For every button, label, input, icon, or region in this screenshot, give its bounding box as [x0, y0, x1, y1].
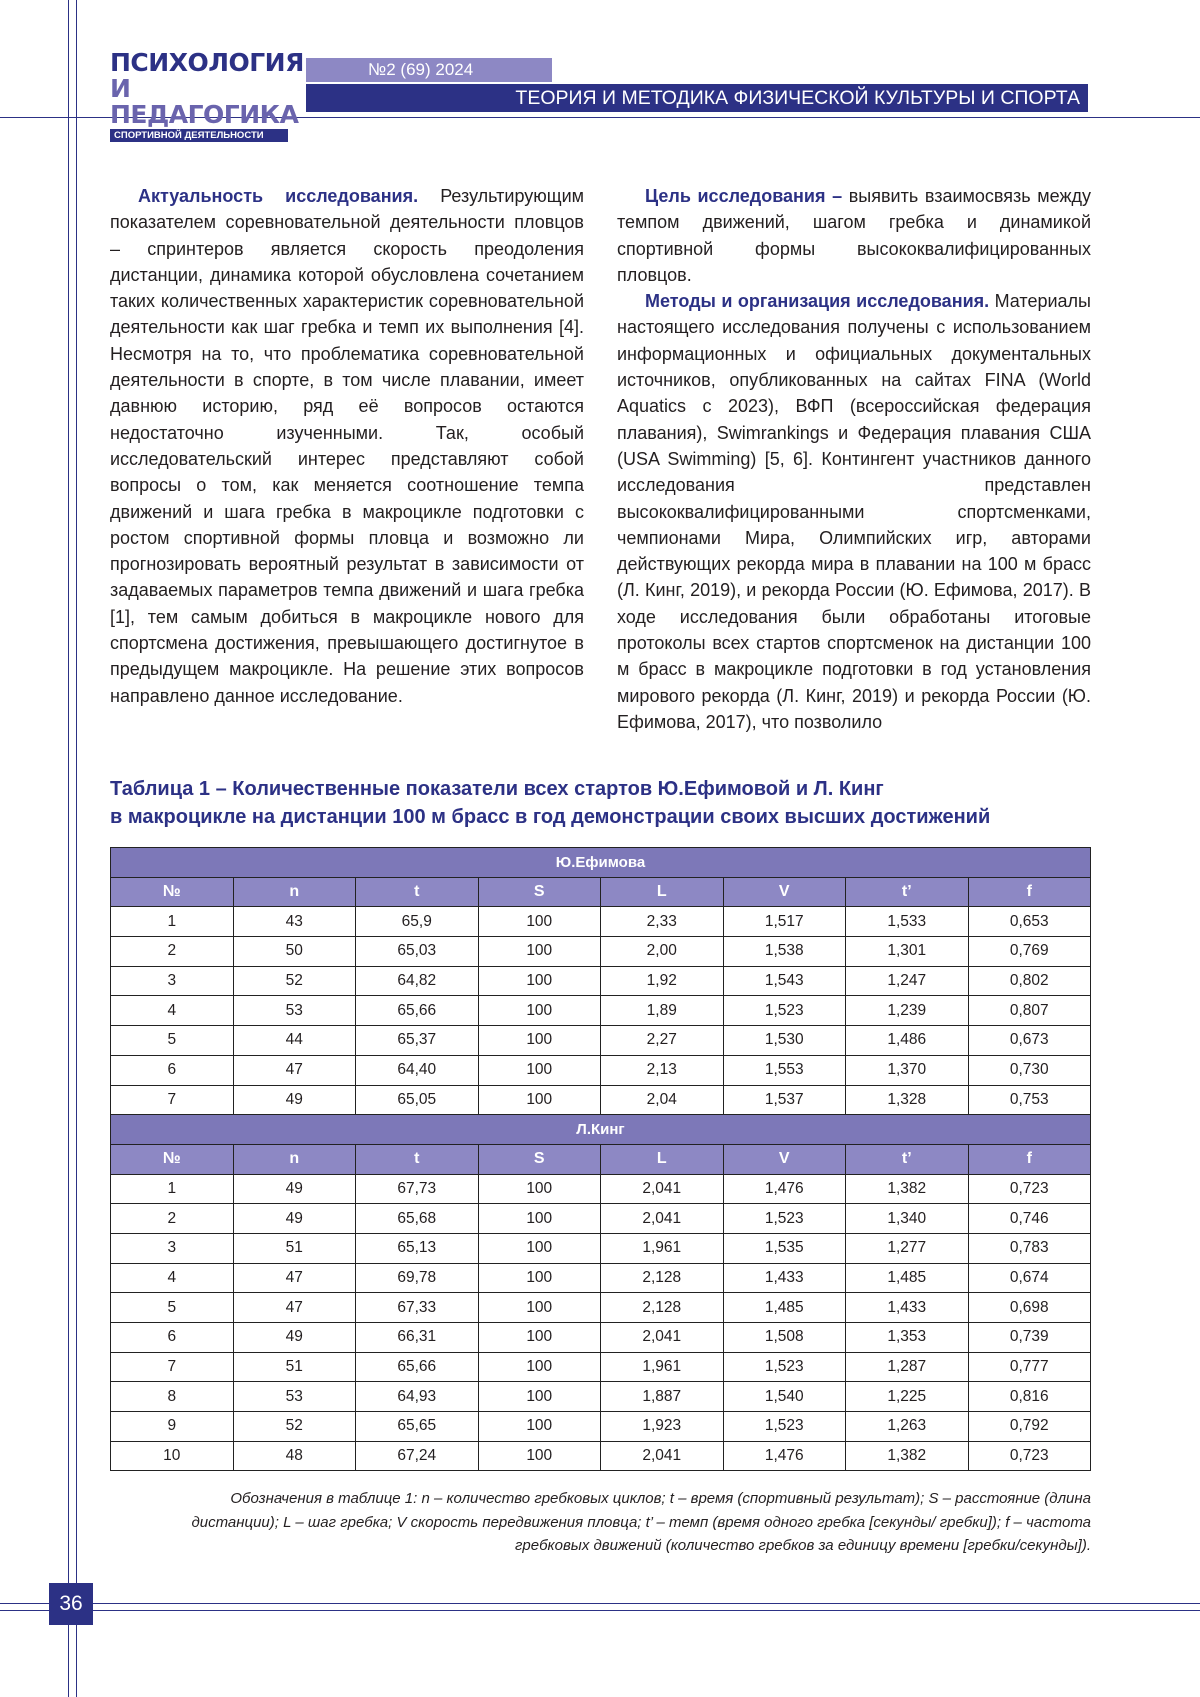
table-row: [111, 907, 1091, 937]
left-column: [110, 183, 584, 709]
table-cell: 53: [233, 1382, 356, 1412]
table-cell: 44: [233, 1026, 356, 1056]
table-cell: 0,807: [968, 996, 1091, 1026]
logo-line-1: ПСИХОЛОГИЯ: [110, 48, 304, 77]
table-cell: 100: [478, 1352, 601, 1382]
table-cell: 0,673: [968, 1026, 1091, 1056]
table-cell: 1,538: [723, 937, 846, 967]
table-cell: 100: [478, 966, 601, 996]
table-cell: 0,783: [968, 1233, 1091, 1263]
table-cell: 100: [478, 1263, 601, 1293]
table-cell: 1,486: [846, 1026, 969, 1056]
frame-vertical-line-outer: [68, 0, 69, 1697]
table-cell: 7: [111, 1085, 234, 1115]
table-cell: 1,247: [846, 966, 969, 996]
table-cell: 67,33: [356, 1293, 479, 1323]
table-notes: [110, 1487, 1091, 1558]
table-cell: 100: [478, 937, 601, 967]
table-cell: 66,31: [356, 1323, 479, 1353]
table-cell: 49: [233, 1323, 356, 1353]
table-cell: 1,485: [723, 1293, 846, 1323]
table-cell: 9: [111, 1412, 234, 1442]
table-cell: 1,553: [723, 1055, 846, 1085]
table-cell: 1,537: [723, 1085, 846, 1115]
methods-heading: Методы и организация исследования.: [645, 291, 990, 312]
table-cell: 100: [478, 1055, 601, 1085]
table-cell: 1,540: [723, 1382, 846, 1412]
table-cell: 1,476: [723, 1174, 846, 1204]
table-header-row: [111, 877, 1091, 907]
table-cell: 1,340: [846, 1204, 969, 1234]
table-cell: 0,816: [968, 1382, 1091, 1412]
table-cell: 1,328: [846, 1085, 969, 1115]
table-cell: 10: [111, 1441, 234, 1471]
table-cell: 47: [233, 1055, 356, 1085]
table-cell: 1: [111, 1174, 234, 1204]
table-cell: 100: [478, 1441, 601, 1471]
table-cell: 8: [111, 1382, 234, 1412]
table-cell: 3: [111, 966, 234, 996]
table-cell: 2,00: [601, 937, 724, 967]
table-cell: 0,730: [968, 1055, 1091, 1085]
table-cell: 65,66: [356, 1352, 479, 1382]
table-cell: 65,03: [356, 937, 479, 967]
table-cell: 1,523: [723, 1352, 846, 1382]
relevance-paragraph: [110, 183, 584, 709]
table-cell: 100: [478, 1085, 601, 1115]
table-cell: 0,653: [968, 907, 1091, 937]
table-cell: 1,301: [846, 937, 969, 967]
table-cell: 1,543: [723, 966, 846, 996]
column-header: n: [233, 1144, 356, 1174]
methods-paragraph: [617, 288, 1091, 735]
table-cell: 2,27: [601, 1026, 724, 1056]
table-cell: 65,68: [356, 1204, 479, 1234]
table-cell: 2,041: [601, 1323, 724, 1353]
table-cell: 1,370: [846, 1055, 969, 1085]
table-cell: 52: [233, 1412, 356, 1442]
results-table: [110, 847, 1091, 1471]
column-header: №: [111, 877, 234, 907]
table-row: [111, 1174, 1091, 1204]
table-cell: 64,40: [356, 1055, 479, 1085]
table-cell: 49: [233, 1174, 356, 1204]
table-caption-line-2: в макроцикле на дистанции 100 м брасс в год демонстрации своих высших достижений: [110, 806, 991, 828]
table-cell: 6: [111, 1055, 234, 1085]
goal-paragraph: [617, 183, 1091, 288]
table-cell: 43: [233, 907, 356, 937]
table-cell: 1,523: [723, 996, 846, 1026]
table-cell: 0,723: [968, 1441, 1091, 1471]
table-row: [111, 937, 1091, 967]
table-cell: 1,535: [723, 1233, 846, 1263]
table-cell: 53: [233, 996, 356, 1026]
column-header: L: [601, 877, 724, 907]
table-cell: 0,746: [968, 1204, 1091, 1234]
relevance-heading: Актуальность исследования.: [138, 186, 419, 206]
goal-text: выявить взаимосвязь между темпом движений, шагом гребка и динамикой спортивной формы высококвалифицированных пловцов.: [617, 186, 1091, 285]
table-cell: 2,128: [601, 1293, 724, 1323]
table-cell: 4: [111, 1263, 234, 1293]
column-header: t’: [846, 1144, 969, 1174]
table-cell: 65,66: [356, 996, 479, 1026]
footer-rule-top: [0, 1603, 1200, 1604]
table-cell: 2,04: [601, 1085, 724, 1115]
table-cell: 64,82: [356, 966, 479, 996]
column-header: S: [478, 1144, 601, 1174]
table-cell: 1,961: [601, 1233, 724, 1263]
journal-logo: [110, 48, 304, 142]
relevance-text: Результирующим показателем соревновательной деятельности пловцов – спринтеров является скорость преодоления дистанции, динамика которой обусловлена сочетанием таких количественных характеристик соревновательной деятельности как шаг гребка и темп их выполнения [4]. Несмотря на то, что проблематика соревновательной деятельности в спорте, в том числе плавании, имеет давнюю историю, ряд её вопросов остаются недостаточно изученными. Так, особый исследовательский интерес представляют собой вопросы о том, как меняется соотношение темпа движений и шага гребка в макроцикле подготовки с ростом спортивной формы пловца и возможно ли прогнозировать вероятный результат в зависимости от задаваемых параметров темпа движений и шага гребка [1], тем самым добиться в макроцикле нового для спортсмена достижения, превышающего достигнутое в предыдущем макроцикле. На решение этих вопросов направлено данное исследование.: [110, 186, 585, 706]
column-header: V: [723, 877, 846, 907]
table-cell: 100: [478, 1233, 601, 1263]
table-cell: 1,382: [846, 1441, 969, 1471]
notes-line-3: гребковых движений (количество гребков за единицу времени [гребки/секунды]).: [515, 1537, 1091, 1554]
column-header: t: [356, 1144, 479, 1174]
table-cell: 1,517: [723, 907, 846, 937]
column-header: f: [968, 877, 1091, 907]
table-cell: 50: [233, 937, 356, 967]
table-cell: 49: [233, 1085, 356, 1115]
table-cell: 100: [478, 1412, 601, 1442]
table-row: [111, 1323, 1091, 1353]
table-cell: 1,433: [723, 1263, 846, 1293]
table-cell: 7: [111, 1352, 234, 1382]
table-cell: 100: [478, 1204, 601, 1234]
table-cell: 65,13: [356, 1233, 479, 1263]
logo-line-3: СПОРТИВНОЙ ДЕЯТЕЛЬНОСТИ: [110, 129, 288, 142]
table-cell: 49: [233, 1204, 356, 1234]
table-cell: 1,923: [601, 1412, 724, 1442]
table-cell: 1,89: [601, 996, 724, 1026]
table-cell: 3: [111, 1233, 234, 1263]
table-cell: 2,33: [601, 907, 724, 937]
table-cell: 0,769: [968, 937, 1091, 967]
table-cell: 47: [233, 1293, 356, 1323]
frame-vertical-line-inner: [76, 0, 77, 1697]
table-cell: 1,225: [846, 1382, 969, 1412]
table-cell: 100: [478, 996, 601, 1026]
table-cell: 2,13: [601, 1055, 724, 1085]
issue-number: №2 (69) 2024: [306, 58, 552, 82]
table-cell: 65,9: [356, 907, 479, 937]
table-cell: 0,753: [968, 1085, 1091, 1115]
column-header: V: [723, 1144, 846, 1174]
table-cell: 1,961: [601, 1352, 724, 1382]
table-cell: 100: [478, 907, 601, 937]
table-cell: 64,93: [356, 1382, 479, 1412]
section-title: ТЕОРИЯ И МЕТОДИКА ФИЗИЧЕСКОЙ КУЛЬТУРЫ И СПОРТА: [306, 84, 1088, 112]
table-cell: 1,277: [846, 1233, 969, 1263]
table-cell: 67,73: [356, 1174, 479, 1204]
table-cell: 0,674: [968, 1263, 1091, 1293]
column-header: f: [968, 1144, 1091, 1174]
column-header: n: [233, 877, 356, 907]
table-group-row: [111, 848, 1091, 878]
table-caption: [110, 775, 1100, 831]
table-cell: 0,723: [968, 1174, 1091, 1204]
column-header: t’: [846, 877, 969, 907]
table-header-row: [111, 1144, 1091, 1174]
table-cell: 1,485: [846, 1263, 969, 1293]
logo-line-2: И ПЕДАГОГИКА: [110, 74, 299, 129]
table-cell: 5: [111, 1026, 234, 1056]
table-cell: 1,508: [723, 1323, 846, 1353]
table-cell: 2,041: [601, 1174, 724, 1204]
table-cell: 48: [233, 1441, 356, 1471]
table-row: [111, 1233, 1091, 1263]
table-cell: 100: [478, 1293, 601, 1323]
table-cell: 1,263: [846, 1412, 969, 1442]
table-row: [111, 1412, 1091, 1442]
table-cell: 65,65: [356, 1412, 479, 1442]
table-row: [111, 1026, 1091, 1056]
table-cell: 1,433: [846, 1293, 969, 1323]
table-cell: 4: [111, 996, 234, 1026]
table-row: [111, 1204, 1091, 1234]
table-cell: 6: [111, 1323, 234, 1353]
table-cell: 2,128: [601, 1263, 724, 1293]
table-cell: 0,792: [968, 1412, 1091, 1442]
column-header: S: [478, 877, 601, 907]
goal-heading: Цель исследования –: [645, 186, 843, 206]
column-header: №: [111, 1144, 234, 1174]
table-cell: 1,353: [846, 1323, 969, 1353]
table-cell: 100: [478, 1026, 601, 1056]
table-cell: 100: [478, 1382, 601, 1412]
athlete-name-cell: Л.Кинг: [111, 1115, 1091, 1145]
table-cell: 1,92: [601, 966, 724, 996]
table-cell: 51: [233, 1352, 356, 1382]
table-cell: 1,476: [723, 1441, 846, 1471]
table-cell: 69,78: [356, 1263, 479, 1293]
table-cell: 1,523: [723, 1412, 846, 1442]
column-header: t: [356, 877, 479, 907]
table-row: [111, 1352, 1091, 1382]
table-cell: 67,24: [356, 1441, 479, 1471]
table-row: [111, 1293, 1091, 1323]
athlete-name-cell: Ю.Ефимова: [111, 848, 1091, 878]
table-row: [111, 1055, 1091, 1085]
table-cell: 100: [478, 1323, 601, 1353]
table-cell: 2,041: [601, 1204, 724, 1234]
table-cell: 1,533: [846, 907, 969, 937]
table-cell: 1,887: [601, 1382, 724, 1412]
footer-rule-bottom: [0, 1610, 1200, 1611]
table-cell: 1: [111, 907, 234, 937]
table-cell: 1,382: [846, 1174, 969, 1204]
table-row: [111, 1263, 1091, 1293]
table-cell: 51: [233, 1233, 356, 1263]
table-cell: 100: [478, 1174, 601, 1204]
table-cell: 1,523: [723, 1204, 846, 1234]
table-cell: 5: [111, 1293, 234, 1323]
table-row: [111, 1085, 1091, 1115]
table-cell: 1,530: [723, 1026, 846, 1056]
table-row: [111, 966, 1091, 996]
table-cell: 0,802: [968, 966, 1091, 996]
table-cell: 2,041: [601, 1441, 724, 1471]
table-cell: 47: [233, 1263, 356, 1293]
table-row: [111, 1382, 1091, 1412]
table-cell: 1,287: [846, 1352, 969, 1382]
table-cell: 1,239: [846, 996, 969, 1026]
methods-text: Материалы настоящего исследования получены с использованием информационных и официальных документальных источников, опубликованных на сайтах FINA (World Aquatics с 2023), ВФП (всероссийская федерация плавания), Swimrankings и Федерация плавания США (USA Swimming) [5, 6]. Контингент участников данного исследования представлен высококвалифицированными спортсменками, чемпионами Мира, Олимпийских игр, авторами действующих рекорда мира в плавании на 100 м брасс (Л. Кинг, 2019), и рекорда России (Ю. Ефимова, 2017). В ходе исследования были обработаны итоговые протоколы всех стартов спортсменок на дистанции 100 м брасс в макроцикле подготовки в год установления мирового рекорда (Л. Кинг, 2019) и рекорда России (Ю. Ефимова, 2017), что позволило: [617, 291, 1091, 732]
table-group-row: [111, 1115, 1091, 1145]
table-cell: 65,05: [356, 1085, 479, 1115]
table-row: [111, 996, 1091, 1026]
notes-line-1: Обозначения в таблице 1: n – количество гребковых циклов; t – время (спортивный результат); S – расстояние (длина: [230, 1490, 1091, 1507]
notes-line-2: дистанции); L – шаг гребка; V скорость передвижения пловца; t’ – темп (время одного гребка [секунды/ гребки]); f – частота: [191, 1513, 1091, 1531]
table-row: [111, 1441, 1091, 1471]
table-caption-line-1: Таблица 1 – Количественные показатели всех стартов Ю.Ефимовой и Л. Кинг: [110, 778, 884, 800]
table-cell: 0,777: [968, 1352, 1091, 1382]
table-cell: 2: [111, 937, 234, 967]
table-cell: 0,739: [968, 1323, 1091, 1353]
column-header: L: [601, 1144, 724, 1174]
table-cell: 65,37: [356, 1026, 479, 1056]
right-column: [617, 183, 1091, 735]
table-cell: 52: [233, 966, 356, 996]
table-cell: 2: [111, 1204, 234, 1234]
page-number: 36: [49, 1583, 93, 1625]
table-cell: 0,698: [968, 1293, 1091, 1323]
